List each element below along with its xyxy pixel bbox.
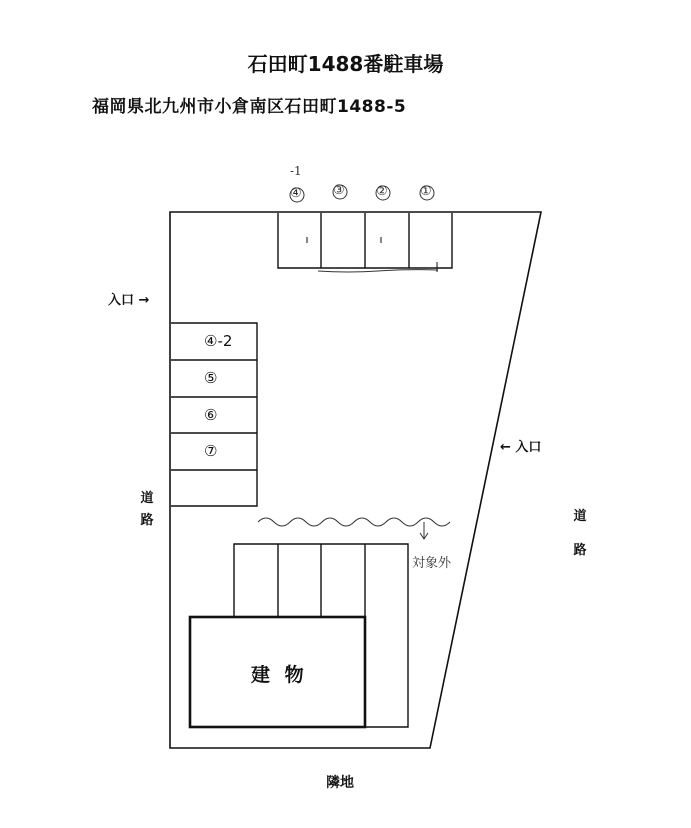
top-slot-number-4: ④ [290, 186, 302, 201]
top-slot-circles [290, 185, 434, 202]
top-parking-row [278, 213, 452, 272]
top-slot-note: -1 [290, 164, 302, 178]
top-slot-number-3: ③ [333, 183, 345, 198]
building-label: 建 物 [251, 664, 308, 686]
top-slot-number-2: ② [376, 184, 388, 199]
neighbor-land-label: 隣地 [326, 775, 354, 791]
entrance-right-label: ← 入口 [500, 440, 542, 455]
excluded-wavy-line [258, 518, 450, 526]
road-right-label: 道 路 [573, 509, 587, 558]
entrance-left-label: 入口 → [108, 293, 150, 308]
left-slot-label-4: ⑦ [204, 442, 218, 460]
top-slot-number-1: ① [420, 184, 432, 199]
address: 福岡県北九州市小倉南区石田町1488-5 [92, 97, 407, 117]
left-slot-label-1: ④-2 [204, 332, 233, 350]
page-title: 石田町1488番駐車場 [247, 52, 444, 76]
excluded-label: 対象外 [412, 556, 452, 571]
left-slot-label-2: ⑤ [204, 369, 218, 387]
left-slot-label-3: ⑥ [204, 406, 218, 424]
top-row-scribble [318, 270, 438, 272]
road-left-label: 道 路 [140, 491, 154, 528]
